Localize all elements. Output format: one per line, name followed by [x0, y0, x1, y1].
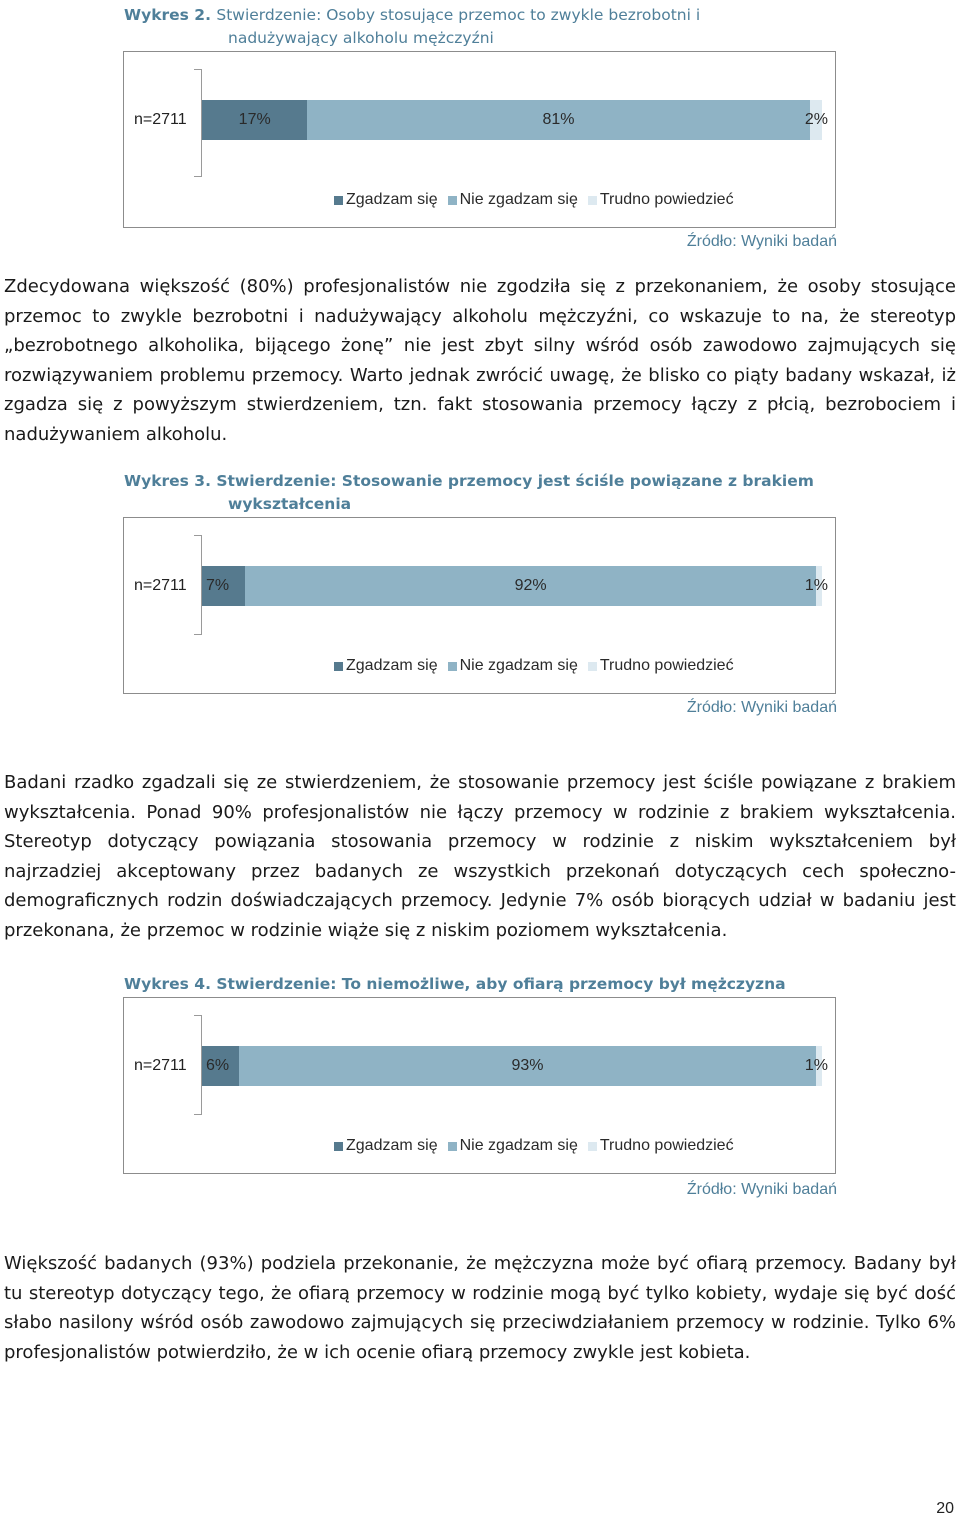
chart1 [123, 51, 836, 228]
legend-disagree [448, 1137, 578, 1155]
chart1-tick-bottom [194, 176, 202, 177]
chart3-caption [124, 973, 824, 996]
chart2-tick-top [194, 535, 202, 536]
legend-disagree-label: Nie zgadzam się [459, 1137, 578, 1154]
bar-segment-disagree [245, 566, 815, 606]
chart1-n-label: n=2711 [134, 111, 187, 128]
chart2-legend [334, 657, 734, 675]
legend-hard-swatch [588, 196, 597, 205]
bar-value-label: 6% [206, 1057, 230, 1074]
bar-value-label: 17% [238, 111, 271, 128]
page-number: 20 [936, 1500, 954, 1517]
chart1-caption-prefix: Wykres 2. [124, 6, 217, 24]
chart3-tick-bottom [194, 1114, 202, 1115]
chart1-source: Źródło: Wyniki badań [686, 233, 837, 250]
legend-agree-swatch [334, 1142, 343, 1151]
chart3-caption-line1: Stwierdzenie: To niemożliwe, aby ofiarą przemocy był mężczyzna [216, 975, 786, 993]
legend-hard [588, 657, 734, 675]
legend-disagree-swatch [448, 196, 457, 205]
chart1-bar [202, 100, 828, 140]
legend-disagree [448, 657, 578, 675]
legend-disagree-swatch [448, 1142, 457, 1151]
chart2-source: Źródło: Wyniki badań [686, 699, 837, 716]
bar-segment-agree [202, 566, 245, 606]
bar-value-label: 92% [514, 577, 547, 594]
legend-hard-swatch [588, 1142, 597, 1151]
chart1-caption [124, 4, 824, 50]
chart3-source: Źródło: Wyniki badań [686, 1181, 837, 1198]
legend-agree [334, 1137, 438, 1155]
bar-value-label: 2% [804, 111, 828, 128]
legend-disagree-label: Nie zgadzam się [459, 657, 578, 674]
legend-agree-swatch [334, 196, 343, 205]
legend-agree-swatch [334, 662, 343, 671]
bar-value-label: 93% [511, 1057, 544, 1074]
chart3-legend [334, 1137, 734, 1155]
paragraph-2: Badani rzadko zgadzali się ze stwierdzeniem, że stosowanie przemocy jest ściśle powiązane z brakiem wykształcenia. Ponad 90% profesjonalistów nie łączy przemocy w rodzinie z brakiem wykształcenia. Stereotyp dotyczący powiązania stosowania przemocy w rodzinie z niskim wykształceniem był najrzadziej akceptowany przez badanych ze wszystkich przekonań dotyczących cech społeczno-demograficznych rodzin doświadczających przemocy. Jedynie 7% osób biorących udział w badaniu jest przekonana, że przemoc w rodzinie wiąże się z niskim poziomem wykształcenia. [4, 772, 956, 941]
chart2-caption-line2: wykształcenia [228, 495, 352, 513]
chart1-caption-line2: nadużywający alkoholu mężczyźni [228, 29, 494, 47]
chart3-n-label: n=2711 [134, 1057, 187, 1074]
bar-segment-disagree [307, 100, 809, 140]
chart3-bar [202, 1046, 828, 1086]
paragraph-3: Większość badanych (93%) podziela przekonanie, że mężczyzna może być ofiarą przemocy. Badany był tu stereotyp dotyczący tego, że ofiarą przemocy w rodzinie mogą być tylko kobiety, wydaje się być dość słabo nasilony wśród osób zawodowo zajmujących się przeciwdziałaniem przemocy w rodzinie. Tylko 6% profesjonalistów potwierdziło, że w ich ocenie ofiarą przemocy zwykle jest kobieta. [4, 1253, 956, 1363]
chart3-tick-top [194, 1015, 202, 1016]
legend-disagree [448, 191, 578, 209]
legend-agree-label: Zgadzam się [346, 191, 438, 208]
chart1-tick-top [194, 69, 202, 70]
chart1-legend [334, 191, 734, 209]
bar-value-label: 7% [206, 577, 230, 594]
chart3-caption-prefix: Wykres 4. [124, 975, 217, 993]
bar-segment-disagree [239, 1046, 816, 1086]
chart2-caption-prefix: Wykres 3. [124, 472, 217, 490]
bar-segment-hard [804, 1046, 828, 1086]
bar-value-label: 1% [804, 577, 828, 594]
chart2-caption [124, 470, 824, 516]
legend-agree [334, 191, 438, 209]
legend-disagree-swatch [448, 662, 457, 671]
chart2 [123, 517, 836, 694]
legend-agree-label: Zgadzam się [346, 1137, 438, 1154]
chart2-tick-bottom [194, 634, 202, 635]
bar-segment-agree [202, 100, 307, 140]
legend-hard-swatch [588, 662, 597, 671]
bar-segment-agree [202, 1046, 239, 1086]
bar-segment-hard [804, 566, 828, 606]
chart3 [123, 997, 836, 1174]
chart2-caption-line1: Stwierdzenie: Stosowanie przemocy jest ściśle powiązane z brakiem [216, 472, 814, 490]
legend-hard [588, 191, 734, 209]
chart1-caption-line1: Stwierdzenie: Osoby stosujące przemoc to zwykle bezrobotni i [216, 6, 701, 24]
bar-value-label: 81% [542, 111, 575, 128]
paragraph-1: Zdecydowana większość (80%) profesjonalistów nie zgodziła się z przekonaniem, że osoby stosujące przemoc to zwykle bezrobotni i nadużywający alkoholu mężczyźni, co wskazuje to na, że stereotyp „bezrobotnego alkoholika, bijącego żonę” nie jest zbyt silny wśród osób zawodowo zajmujących się rozwiązywaniem problemu przemocy. Warto jednak zwrócić uwagę, że blisko co piąty badany wskazał, iż zgadza się z powyższym stwierdzeniem, tzn. fakt stosowania przemocy łączy z płcią, bezrobociem i nadużywaniem alkoholu. [4, 276, 956, 445]
legend-hard [588, 1137, 734, 1155]
legend-disagree-label: Nie zgadzam się [459, 191, 578, 208]
legend-agree-label: Zgadzam się [346, 657, 438, 674]
bar-segment-hard [804, 100, 828, 140]
chart2-n-label: n=2711 [134, 577, 187, 594]
legend-agree [334, 657, 438, 675]
legend-hard-label: Trudno powiedzieć [599, 1137, 734, 1154]
chart2-bar [202, 566, 828, 606]
legend-hard-label: Trudno powiedzieć [599, 657, 734, 674]
bar-value-label: 1% [804, 1057, 828, 1074]
legend-hard-label: Trudno powiedzieć [599, 191, 734, 208]
